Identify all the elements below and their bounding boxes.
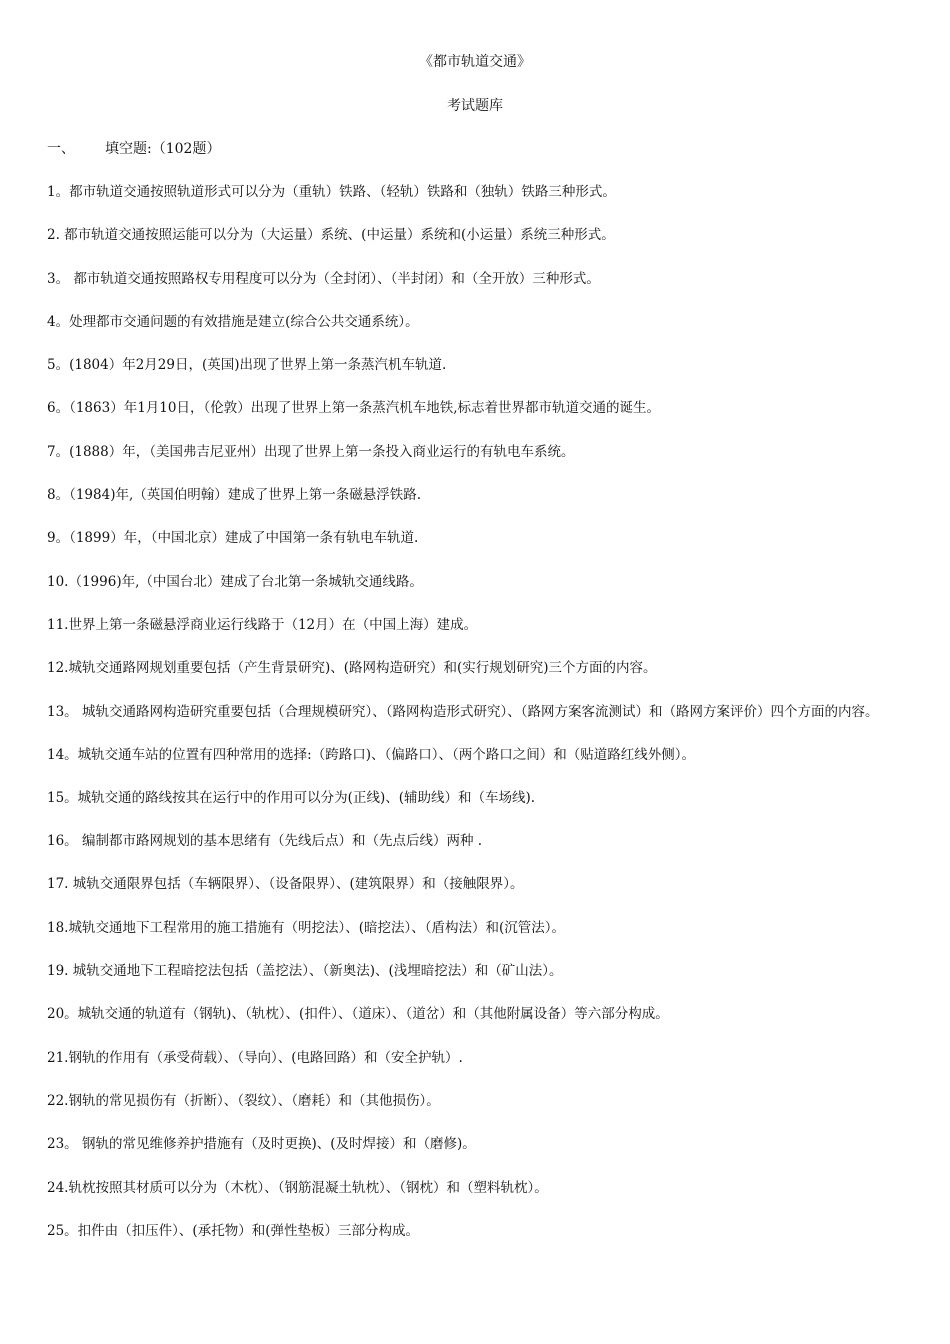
question-item: 5。(1804）年2月29日，(英国)出现了世界上第一条蒸汽机车轨道. — [47, 357, 447, 374]
question-item: 21.钢轨的作用有（承受荷载）、（导向）、(电路回路）和（安全护轨）. — [47, 1049, 463, 1066]
question-item: 19. 城轨交通地下工程暗挖法包括（盖挖法）、（新奥法)、(浅埋暗挖法）和（矿山法）。 — [47, 963, 563, 980]
question-item: 3。 都市轨道交通按照路权专用程度可以分为（全封闭）、（半封闭）和（全开放）三种形式。 — [47, 270, 600, 287]
question-item: 7。(1888）年，（美国弗吉尼亚州）出现了世界上第一条投入商业运行的有轨电车系统。 — [47, 443, 575, 460]
question-item: 8。（1984)年,（英国伯明翰）建成了世界上第一条磁悬浮铁路. — [47, 487, 422, 504]
question-item: 24.轨枕按照其材质可以分为（木枕）、（钢筋混凝土轨枕）、（钢枕）和（塑料轨枕）。 — [47, 1179, 548, 1196]
question-item: 23。 钢轨的常见维修养护措施有（及时更换)、(及时焊接）和（磨修)。 — [47, 1136, 476, 1153]
question-item: 25。扣件由（扣压件）、(承托物）和(弹性垫板）三部分构成。 — [47, 1222, 419, 1239]
section-title: 填空题:（102题） — [105, 141, 221, 157]
question-item: 2. 都市轨道交通按照运能可以分为（大运量）系统、(中运量）系统和(小运量）系统三种形式。 — [47, 227, 615, 244]
question-item: 6。（1863）年1月10日，（伦敦）出现了世界上第一条蒸汽机车地铁,标志着世界都市轨道交通的诞生。 — [47, 400, 661, 417]
section-heading — [47, 140, 220, 158]
question-item: 11.世界上第一条磁悬浮商业运行线路于（12月）在（中国上海）建成。 — [47, 616, 478, 633]
question-item: 12.城轨交通路网规划重要包括（产生背景研究)、(路网构造研究）和(实行规划研究)三个方面的内容。 — [47, 660, 657, 677]
question-item: 14。城轨交通车站的位置有四种常用的选择:（跨路口)、（偏路口）、（两个路口之间）和（贴道路红线外侧）。 — [47, 746, 695, 763]
section-number: 一、 — [47, 141, 75, 157]
question-list — [47, 183, 907, 1265]
document-title: 《都市轨道交通》 — [419, 54, 531, 70]
question-item: 16。 编制都市路网规划的基本思绪有（先线后点）和（先点后线）两种 . — [47, 833, 483, 850]
document-subtitle: 考试题库 — [447, 98, 503, 114]
question-item: 10.（1996)年,（中国台北）建成了台北第一条城轨交通线路。 — [47, 573, 423, 590]
question-item: 15。城轨交通的路线按其在运行中的作用可以分为(正线)、(辅助线）和（车场线). — [47, 789, 536, 806]
question-item: 1。都市轨道交通按照轨道形式可以分为（重轨）铁路、（轻轨）铁路和（独轨）铁路三种形式。 — [47, 184, 616, 200]
question-item: 4。处理都市交通问题的有效措施是建立(综合公共交通系统）。 — [47, 313, 419, 330]
question-item: 20。城轨交通的轨道有（钢轨)、（轨枕）、(扣件）、（道床）、（道岔）和（其他附属设备）等六部分构成。 — [47, 1006, 669, 1023]
question-item: 22.钢轨的常见损伤有（折断）、（裂纹）、（磨耗）和（其他损伤）。 — [47, 1092, 440, 1109]
question-item: 17. 城轨交通限界包括（车辆限界）、（设备限界）、(建筑限界）和（接触限界）。 — [47, 876, 524, 893]
question-item: 18.城轨交通地下工程常用的施工措施有（明挖法）、(暗挖法）、（盾构法）和(沉管法）。 — [47, 919, 566, 936]
question-item: 13。 城轨交通路网构造研究重要包括（合理规模研究）、（路网构造形式研究）、（路网方案客流测试）和（路网方案评价）四个方面的内容。 — [47, 703, 879, 720]
question-item: 9。（1899）年，（中国北京）建成了中国第一条有轨电车轨道. — [47, 530, 419, 547]
